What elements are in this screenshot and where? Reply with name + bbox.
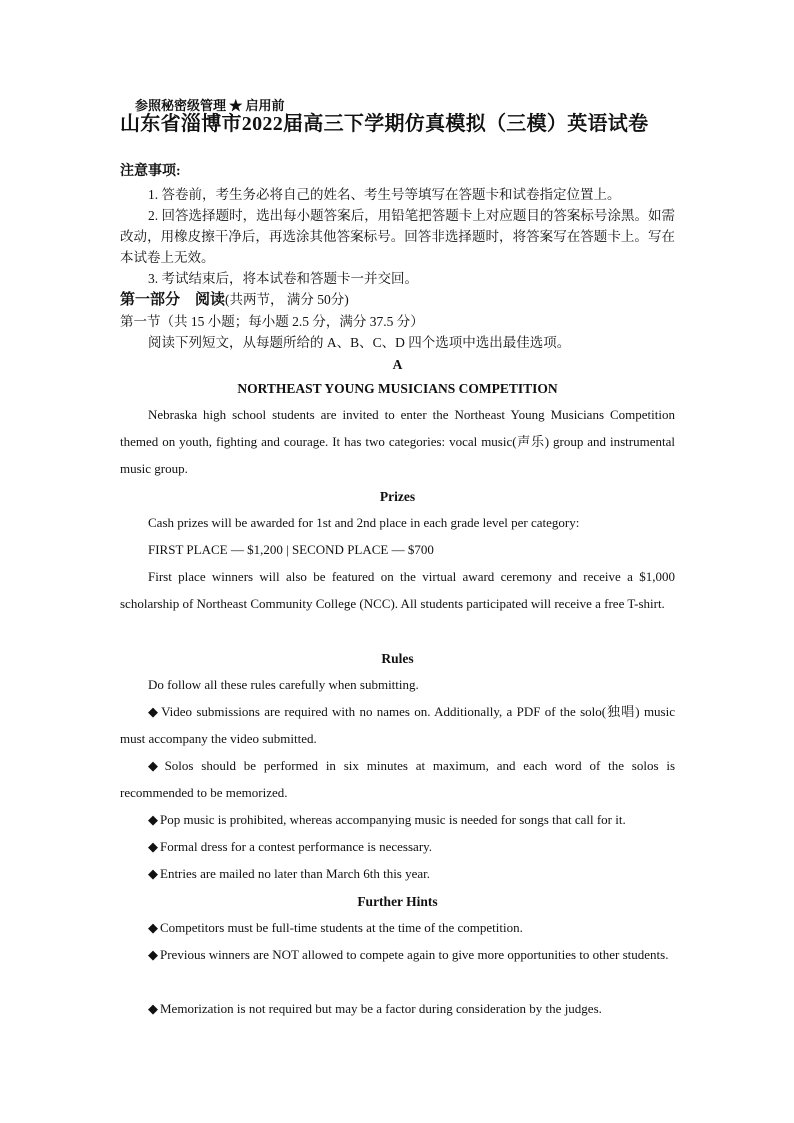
hint-text: Previous winners are NOT allowed to compete again to give more opportunities to other students. bbox=[160, 947, 669, 962]
prizes-heading: Prizes bbox=[379, 489, 416, 504]
rules-heading: Rules bbox=[381, 651, 414, 666]
rule-item bbox=[120, 752, 675, 806]
diamond-bullet-icon: ◆ bbox=[148, 947, 158, 962]
rule-item bbox=[120, 860, 675, 887]
part-one-title bbox=[120, 289, 349, 311]
notice-item-3: 3. 考试结束后，将本试卷和答题卡一并交回。 bbox=[148, 271, 418, 286]
diamond-bullet-icon: ◆ bbox=[148, 839, 158, 854]
notice-item-1: 1. 答卷前，考生务必将自己的姓名、考生号等填写在答题卡和试卷指定位置上。 bbox=[148, 187, 621, 202]
rule-text: Entries are mailed no later than March 6th this year. bbox=[160, 866, 431, 881]
exam-title: 山东省淄博市2022届高三下学期仿真模拟（三模）英语试卷 bbox=[120, 113, 649, 135]
notice-title: 注意事项: bbox=[120, 164, 181, 179]
hint-item bbox=[120, 914, 675, 941]
passage-letter: A bbox=[392, 357, 403, 372]
reading-instruction: 阅读下列短文，从每题所给的 A、B、C、D 四个选项中选出最佳选项。 bbox=[148, 335, 571, 350]
passage-heading: NORTHEAST YOUNG MUSICIANS COMPETITION bbox=[237, 381, 558, 396]
prizes-paragraph-3: First place winners will also be featured on the virtual award ceremony and receive a $1,000 scholarship of Northeast Community College (NCC). All students participated will receive a free T-shirt. bbox=[120, 569, 675, 611]
hint-text: Memorization is not required but may be a factor during consideration by the judges. bbox=[160, 1001, 602, 1016]
rule-item bbox=[120, 698, 675, 752]
diamond-bullet-icon: ◆ bbox=[148, 758, 163, 773]
prizes-paragraph-1: Cash prizes will be awarded for 1st and 2nd place in each grade level per category: bbox=[148, 515, 580, 530]
rule-text: Formal dress for a contest performance is necessary. bbox=[160, 839, 433, 854]
hint-item bbox=[120, 941, 675, 968]
part-title-text: 第一部分 阅读 bbox=[120, 292, 226, 308]
notice-item-2: 2. 回答选择题时，选出每小题答案后，用铅笔把答题卡上对应题目的答案标号涂黑。如需改动，用橡皮擦干净后，再选涂其他答案标号。回答非选择题时，将答案写在答题卡上。写在本试卷上无效。 bbox=[120, 208, 675, 265]
rule-text: Solos should be performed in six minutes at maximum, and each word of the solos is recommended to be memorized. bbox=[120, 758, 676, 800]
section-title: 第一节（共 15 小题；每小题 2.5 分，满分 37.5 分） bbox=[120, 314, 424, 329]
diamond-bullet-icon: ◆ bbox=[148, 704, 160, 719]
hint-item bbox=[120, 995, 675, 1022]
rule-text: Video submissions are required with no names on. Additionally, a PDF of the solo(独唱) music must accompany the video submitted. bbox=[120, 704, 675, 746]
hint-text: Competitors must be full-time students at the time of the competition. bbox=[160, 920, 523, 935]
diamond-bullet-icon: ◆ bbox=[148, 920, 158, 935]
further-hints-heading: Further Hints bbox=[357, 894, 438, 909]
diamond-bullet-icon: ◆ bbox=[148, 866, 158, 881]
prizes-paragraph-2: FIRST PLACE — $1,200 | SECOND PLACE — $700 bbox=[148, 542, 434, 557]
passage-intro: Nebraska high school students are invited to enter the Northeast Young Musicians Competition themed on youth, fighting and courage. It has two categories: vocal music(声乐) group and instrumental music group. bbox=[120, 407, 675, 476]
rules-intro: Do follow all these rules carefully when submitting. bbox=[148, 677, 419, 692]
rule-text: Pop music is prohibited, whereas accompanying music is needed for songs that call for it. bbox=[160, 812, 626, 827]
rule-item bbox=[120, 833, 675, 860]
rule-item bbox=[120, 806, 675, 833]
confidentiality-line: 参照秘密级管理 ★ 启用前 bbox=[135, 98, 285, 113]
diamond-bullet-icon: ◆ bbox=[148, 1001, 158, 1016]
part-score-note: (共两节， 满分 50分) bbox=[225, 292, 349, 307]
diamond-bullet-icon: ◆ bbox=[148, 812, 158, 827]
